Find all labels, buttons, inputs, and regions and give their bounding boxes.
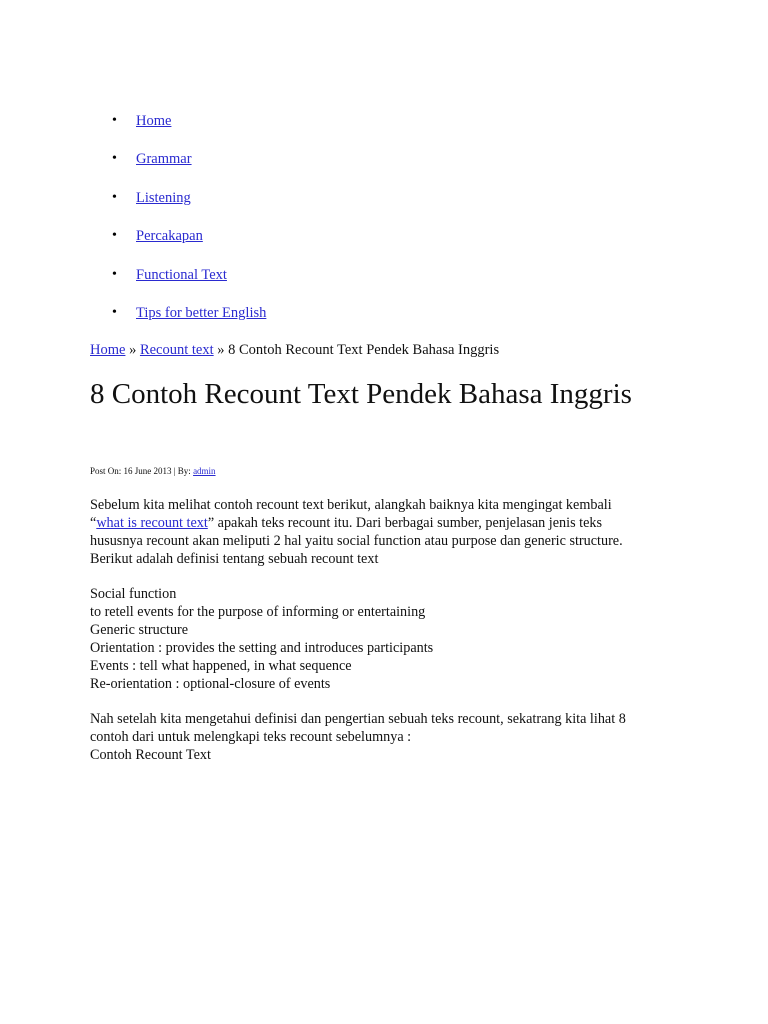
breadcrumb-separator: » — [125, 342, 140, 358]
nav-link-grammar[interactable]: Grammar — [136, 151, 192, 168]
breadcrumb-home-link[interactable]: Home — [90, 342, 126, 358]
bullet-icon: • — [112, 266, 117, 282]
definition-line: Orientation : provides the setting and introduces participants — [90, 640, 434, 656]
bullet-icon: • — [112, 189, 117, 205]
intro-line: Sebelum kita melihat contoh recount text berikut, alangkah baiknya kita mengingat kembali — [90, 497, 612, 513]
breadcrumb — [90, 340, 499, 360]
bullet-icon: • — [112, 151, 117, 167]
breadcrumb-current: 8 Contoh Recount Text Pendek Bahasa Inggris — [228, 342, 500, 358]
breadcrumb-category-link[interactable]: Recount text — [139, 342, 214, 358]
definition-line: Re-orientation : optional-closure of events — [90, 676, 331, 692]
intro-line: ” apakah teks recount itu. Dari berbagai sumber, penjelasan jenis teks — [207, 515, 602, 531]
page-title: 8 Contoh Recount Text Pendek Bahasa Inggris — [90, 378, 632, 410]
nav-link-tips[interactable]: Tips for better English — [136, 304, 267, 321]
bullet-icon: • — [112, 228, 117, 244]
nav-link-functional-text[interactable]: Functional Text — [136, 266, 227, 283]
nav-link-home[interactable]: Home — [136, 113, 172, 129]
bullet-icon: • — [112, 304, 117, 320]
nav-link-percakapan[interactable]: Percakapan — [136, 228, 203, 245]
quote-mark: “ — [90, 515, 97, 531]
author-link[interactable]: admin — [193, 466, 216, 476]
post-date: Post On: 16 June 2013 | By: — [90, 466, 194, 476]
outro-line: Nah setelah kita mengetahui definisi dan pengertian sebuah teks recount, sekatrang kita lihat 8 — [90, 711, 626, 727]
definition-line: to retell events for the purpose of informing or entertaining — [90, 604, 426, 620]
definition-line: Events : tell what happened, in what sequence — [90, 658, 352, 674]
definition-line: Social function — [90, 586, 177, 602]
nav-link-listening[interactable]: Listening — [136, 189, 191, 206]
recount-text-link[interactable]: what is recount text — [96, 515, 208, 531]
article-body — [90, 496, 670, 764]
outro-line: contoh dari untuk melengkapi teks recount sebelumnya : — [90, 729, 412, 745]
breadcrumb-separator: » — [213, 342, 229, 358]
post-meta — [90, 464, 216, 478]
outro-paragraph — [90, 710, 670, 764]
intro-line: hususnya recount akan meliputi 2 hal yaitu social function atau purpose dan generic structure. — [90, 533, 623, 549]
intro-line: Berikut adalah definisi tentang sebuah recount text — [90, 551, 379, 567]
outro-line: Contoh Recount Text — [90, 747, 211, 763]
definition-line: Generic structure — [90, 622, 189, 638]
definition-paragraph — [90, 585, 670, 693]
bullet-icon: • — [112, 113, 117, 128]
intro-paragraph — [90, 496, 670, 568]
